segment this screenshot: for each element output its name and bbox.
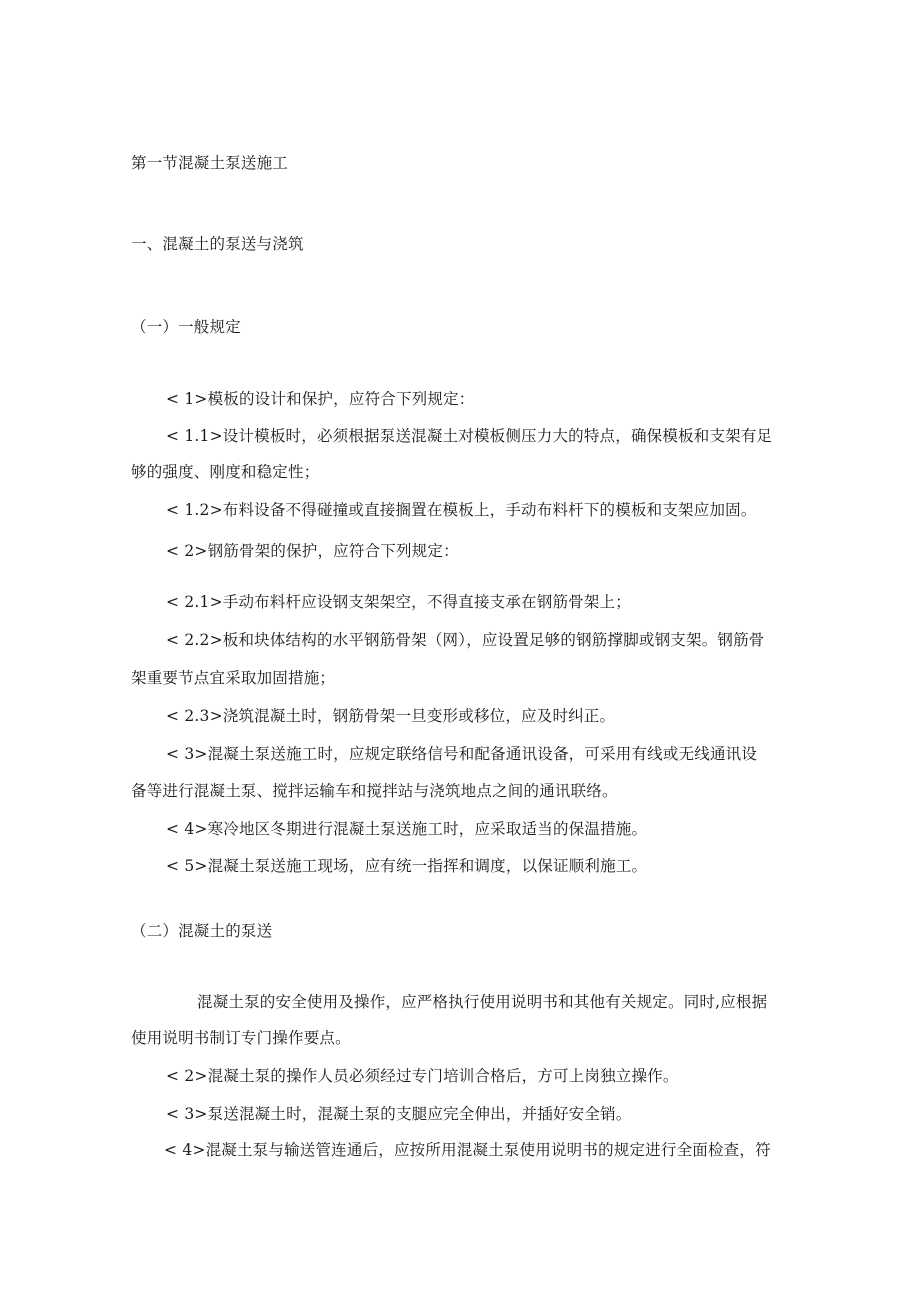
rule-line: 够的强度、刚度和稳定性；: [131, 463, 320, 481]
pumping-line: 使用说明书制订专门操作要点。: [131, 1029, 351, 1047]
rule-line: < 4>寒冷地区冬期进行混凝土泵送施工时，应采取适当的保温措施。: [166, 820, 648, 838]
pumping-line: < 2>混凝土泵的操作人员必须经过专门培训合格后，方可上岗独立操作。: [166, 1067, 679, 1085]
rule-line: < 1.1>设计模板时，必须根据泵送混凝土对模板侧压力大的特点，确保模板和支架有足: [166, 427, 773, 445]
rule-line: < 2.2>板和块体结构的水平钢筋骨架（网），应设置足够的钢筋撑脚或钢支架。钢筋骨: [166, 631, 765, 649]
sub-heading-1: （一）一般规定: [131, 318, 241, 336]
rule-line: 备等进行混凝土泵、搅拌运输车和搅拌站与浇筑地点之间的通讯联络。: [131, 782, 618, 800]
sub-heading-2: （二）混凝土的泵送: [131, 922, 273, 940]
heading-1: 一、混凝土的泵送与浇筑: [131, 235, 304, 253]
rule-line: < 1>模板的设计和保护，应符合下列规定：: [166, 390, 475, 408]
rule-line: < 1.2>布料设备不得碰撞或直接搁置在模板上，手动布料杆下的模板和支架应加固。: [166, 501, 757, 519]
rule-line: < 5>混凝土泵送施工现场，应有统一指挥和调度，以保证顺利施工。: [166, 857, 648, 875]
rule-line: < 2.1>手动布料杆应设钢支架架空，不得直接支承在钢筋骨架上；: [166, 593, 631, 611]
section-title: 第一节混凝土泵送施工: [131, 154, 289, 172]
rule-line: < 3>混凝土泵送施工时，应规定联络信号和配备通讯设备，可采用有线或无线通讯设: [166, 745, 758, 763]
rule-line: < 2>钢筋骨架的保护，应符合下列规定：: [166, 542, 459, 560]
pumping-line: < 3>泵送混凝土时，混凝土泵的支腿应完全伸出，并插好安全销。: [166, 1105, 632, 1123]
pumping-line: 混凝土泵的安全使用及操作，应严格执行使用说明书和其他有关规定。同时,应根据: [197, 993, 768, 1011]
pumping-line: < 4>混凝土泵与输送管连通后，应按所用混凝土泵使用说明书的规定进行全面检查，符: [164, 1141, 771, 1159]
rule-line: 架重要节点宜采取加固措施；: [131, 669, 336, 687]
rule-line: < 2.3>浇筑混凝土时，钢筋骨架一旦变形或移位，应及时纠正。: [166, 707, 616, 725]
